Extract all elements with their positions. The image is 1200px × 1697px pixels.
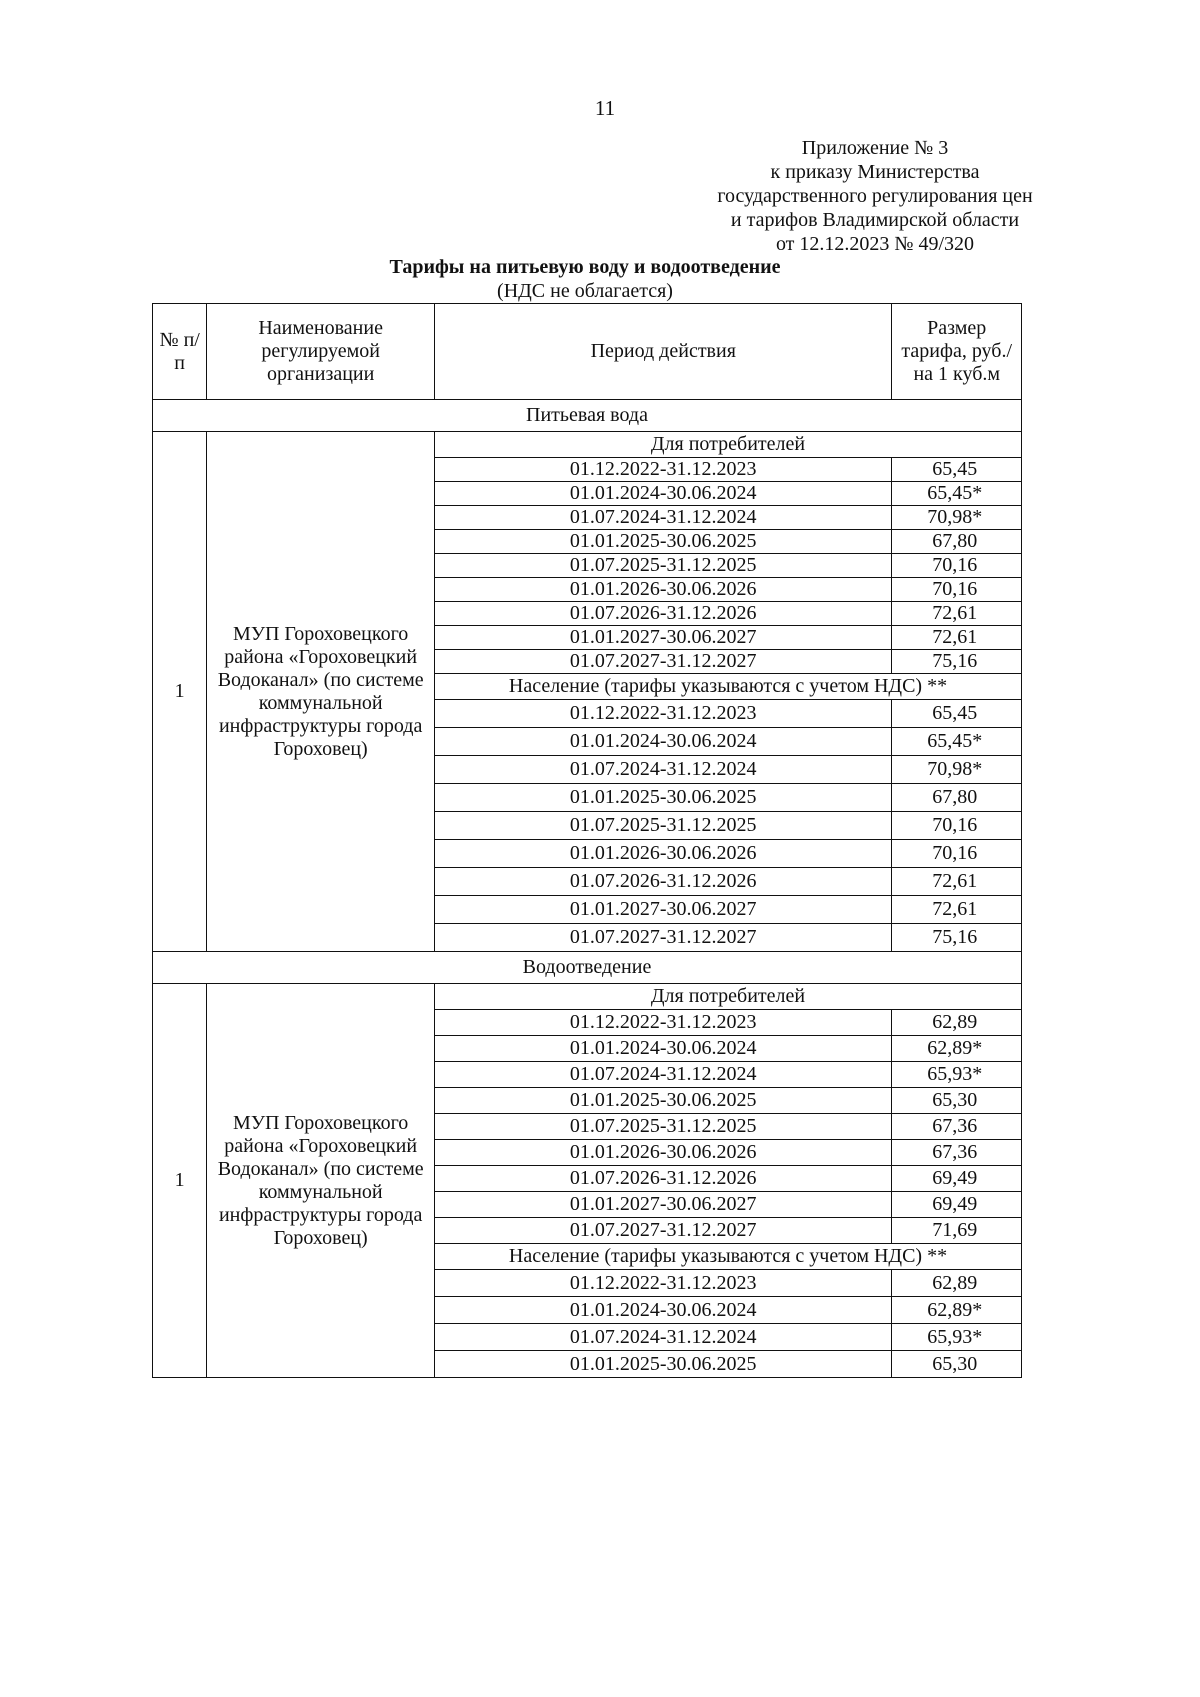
period-cell: 01.07.2025-31.12.2025: [435, 812, 892, 840]
tariff-value-cell: 72,61: [892, 626, 1022, 650]
period-cell: 01.07.2024-31.12.2024: [435, 506, 892, 530]
period-cell: 01.07.2027-31.12.2027: [435, 1218, 892, 1244]
tariff-value-cell: 65,45*: [892, 728, 1022, 756]
period-cell: 01.01.2025-30.06.2025: [435, 784, 892, 812]
header-org: Наименование регулируемой организации: [207, 304, 435, 400]
table-header-row: [153, 304, 1022, 400]
period-cell: 01.07.2026-31.12.2026: [435, 1166, 892, 1192]
period-cell: 01.01.2025-30.06.2025: [435, 1088, 892, 1114]
annex-line: к приказу Министерства: [770, 161, 980, 183]
page-number: 11: [594, 96, 616, 120]
row-number: 1: [153, 432, 207, 952]
period-cell: 01.12.2022-31.12.2023: [435, 1010, 892, 1036]
tariff-value-cell: 69,49: [892, 1192, 1022, 1218]
period-cell: 01.01.2027-30.06.2027: [435, 626, 892, 650]
tariff-value-cell: 65,45: [892, 700, 1022, 728]
tariff-value-cell: 72,61: [892, 868, 1022, 896]
period-cell: 01.07.2026-31.12.2026: [435, 868, 892, 896]
tariff-table: [152, 303, 1022, 1378]
tariff-value-cell: 75,16: [892, 650, 1022, 674]
period-cell: 01.07.2025-31.12.2025: [435, 554, 892, 578]
annex-line: Приложение № 3: [801, 137, 949, 159]
tariff-value-cell: 62,89: [892, 1270, 1022, 1297]
period-cell: 01.01.2026-30.06.2026: [435, 840, 892, 868]
tariff-value-cell: 72,61: [892, 602, 1022, 626]
period-cell: 01.01.2024-30.06.2024: [435, 482, 892, 506]
tariff-value-cell: 71,69: [892, 1218, 1022, 1244]
tariff-value-cell: 67,80: [892, 784, 1022, 812]
group-title: Для потребителей: [435, 432, 1022, 458]
tariff-value-cell: 70,16: [892, 554, 1022, 578]
document-subtitle: (НДС не облагается): [497, 280, 673, 302]
header-num: № п/п: [153, 304, 207, 400]
tariff-value-cell: 65,93*: [892, 1062, 1022, 1088]
tariff-value-cell: 62,89: [892, 1010, 1022, 1036]
group-title: Население (тарифы указываются с учетом НДС) **: [435, 674, 1022, 700]
period-cell: 01.07.2024-31.12.2024: [435, 1324, 892, 1351]
period-cell: 01.01.2024-30.06.2024: [435, 728, 892, 756]
period-cell: 01.12.2022-31.12.2023: [435, 1270, 892, 1297]
period-cell: 01.07.2024-31.12.2024: [435, 1062, 892, 1088]
group-title: Население (тарифы указываются с учетом НДС) **: [435, 1244, 1022, 1270]
tariff-value-cell: 62,89*: [892, 1036, 1022, 1062]
period-cell: 01.01.2027-30.06.2027: [435, 1192, 892, 1218]
period-cell: 01.01.2026-30.06.2026: [435, 1140, 892, 1166]
tariff-value-cell: 70,16: [892, 812, 1022, 840]
annex-line: от 12.12.2023 № 49/320: [775, 233, 975, 255]
period-cell: 01.01.2025-30.06.2025: [435, 530, 892, 554]
period-cell: 01.07.2024-31.12.2024: [435, 756, 892, 784]
tariff-value-cell: 70,16: [892, 840, 1022, 868]
group-row: [153, 984, 1022, 1010]
tariff-value-cell: 65,45: [892, 458, 1022, 482]
tariff-value-cell: 65,30: [892, 1351, 1022, 1378]
period-cell: 01.07.2027-31.12.2027: [435, 924, 892, 952]
tariff-value-cell: 69,49: [892, 1166, 1022, 1192]
annex-line: и тарифов Владимирской области: [730, 209, 1020, 231]
tariff-value-cell: 75,16: [892, 924, 1022, 952]
tariff-value-cell: 67,36: [892, 1140, 1022, 1166]
organization-name: МУП Гороховецкого района «Гороховецкий Водоканал» (по системе коммунальной инфраструктуры города Гороховец): [207, 432, 435, 952]
annex-line: государственного регулирования цен: [717, 185, 1033, 207]
section-title: Питьевая вода: [153, 400, 1022, 432]
group-row: [153, 432, 1022, 458]
tariff-value-cell: 65,30: [892, 1088, 1022, 1114]
period-cell: 01.12.2022-31.12.2023: [435, 458, 892, 482]
section-row: [153, 952, 1022, 984]
period-cell: 01.01.2024-30.06.2024: [435, 1036, 892, 1062]
header-size: Размер тарифа, руб./на 1 куб.м: [892, 304, 1022, 400]
period-cell: 01.07.2027-31.12.2027: [435, 650, 892, 674]
period-cell: 01.01.2024-30.06.2024: [435, 1297, 892, 1324]
section-title: Водоотведение: [153, 952, 1022, 984]
tariff-value-cell: 62,89*: [892, 1297, 1022, 1324]
section-row: [153, 400, 1022, 432]
organization-name: МУП Гороховецкого района «Гороховецкий Водоканал» (по системе коммунальной инфраструктуры города Гороховец): [207, 984, 435, 1378]
period-cell: 01.01.2025-30.06.2025: [435, 1351, 892, 1378]
period-cell: 01.01.2026-30.06.2026: [435, 578, 892, 602]
tariff-value-cell: 65,93*: [892, 1324, 1022, 1351]
row-number: 1: [153, 984, 207, 1378]
annex-header: [640, 136, 1110, 256]
tariff-value-cell: 65,45*: [892, 482, 1022, 506]
tariff-value-cell: 67,80: [892, 530, 1022, 554]
tariff-value-cell: 67,36: [892, 1114, 1022, 1140]
tariff-value-cell: 70,16: [892, 578, 1022, 602]
period-cell: 01.07.2026-31.12.2026: [435, 602, 892, 626]
tariff-value-cell: 70,98*: [892, 506, 1022, 530]
tariff-value-cell: 72,61: [892, 896, 1022, 924]
tariff-value-cell: 70,98*: [892, 756, 1022, 784]
header-period: Период действия: [435, 304, 892, 400]
document-title: Тарифы на питьевую воду и водоотведение: [389, 256, 781, 278]
group-title: Для потребителей: [435, 984, 1022, 1010]
period-cell: 01.12.2022-31.12.2023: [435, 700, 892, 728]
period-cell: 01.01.2027-30.06.2027: [435, 896, 892, 924]
period-cell: 01.07.2025-31.12.2025: [435, 1114, 892, 1140]
